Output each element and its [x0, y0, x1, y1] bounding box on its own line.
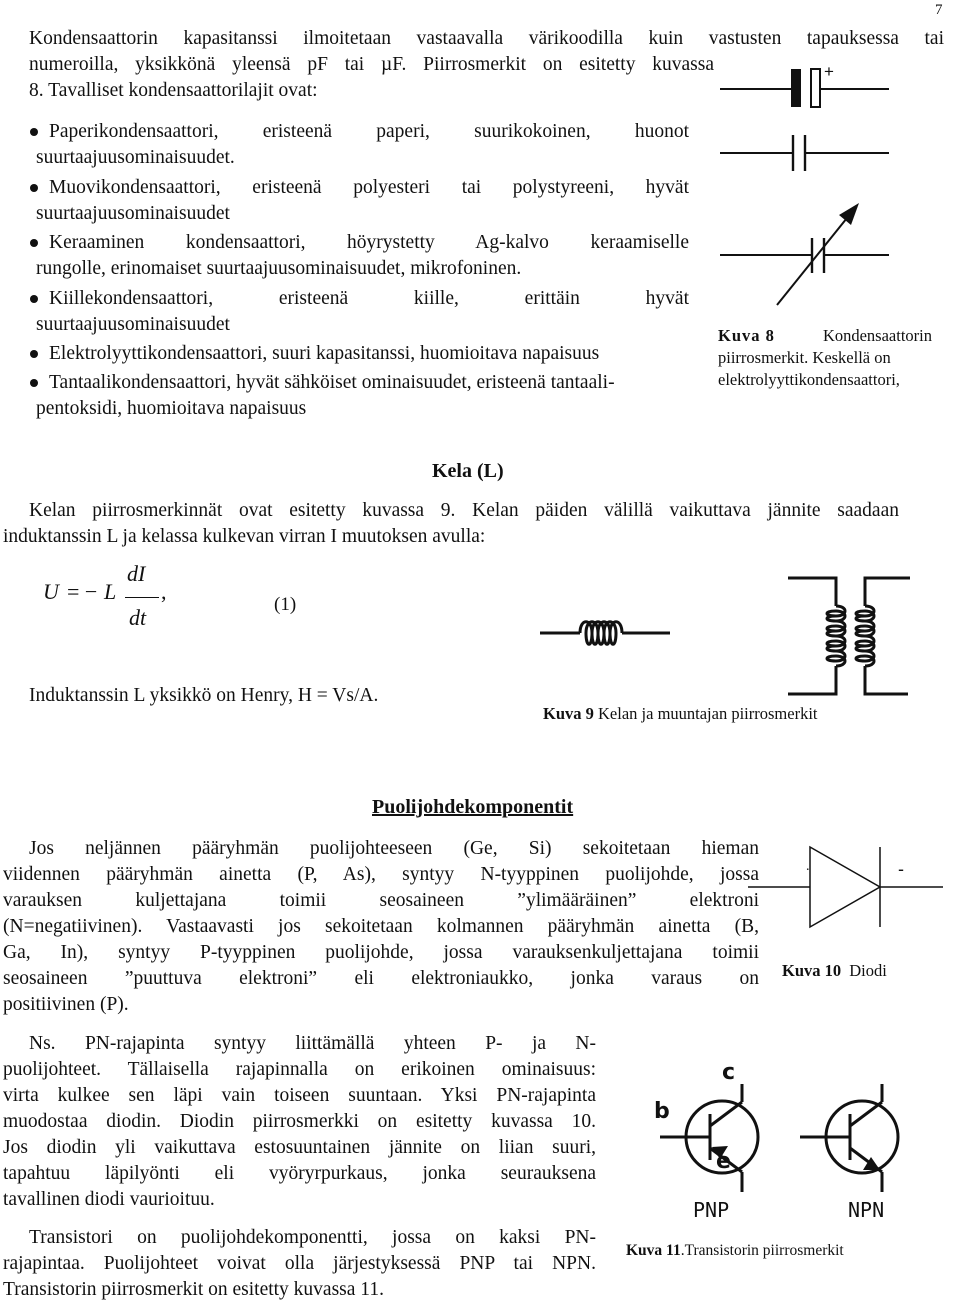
caption-text: Kelan ja muuntajan piirrosmerkit: [598, 704, 818, 723]
formula-equals: = −: [67, 579, 98, 604]
formula-comma: ,: [161, 579, 167, 604]
semiconductor-para2-line: tavallinen diodi vaurioituu.: [3, 1189, 215, 1210]
list-item-line: Keraaminen kondensaattori, höyrystetty Ag-kalvo keraamiselle: [49, 232, 689, 253]
figure-10-caption: [782, 960, 887, 982]
intro-line-3: 8. Tavalliset kondensaattorilajit ovat:: [29, 80, 318, 101]
caption-label: Kuva 11: [626, 1242, 681, 1259]
figure-11-caption: [626, 1240, 844, 1262]
diode-anode-label: .: [806, 859, 810, 874]
caption-label: Kuva 8: [718, 326, 775, 345]
pnp-label: PNP: [693, 1198, 730, 1222]
list-item: [29, 286, 689, 338]
list-item: [29, 341, 699, 367]
capacitor-symbols-figure: [715, 55, 915, 345]
caption-text: .Transistorin piirrosmerkit: [680, 1242, 844, 1259]
semiconductor-para1-line: Jos neljännen pääryhmän puolijohteeseen (Ge, Si) sekoitetaan hieman: [29, 838, 759, 859]
list-item-line: suurtaajuusominaisuudet: [36, 314, 230, 335]
caption-text: Diodi: [849, 961, 887, 980]
list-item-line: suurtaajuusominaisuudet.: [36, 147, 235, 168]
semiconductor-para3-line: Transistorin piirrosmerkit on esitetty kuvassa 11.: [3, 1279, 384, 1300]
list-item-line: Muovikondensaattori, eristeenä polyesteri tai polystyreeni, hyvät: [49, 177, 689, 198]
diode-symbol: [748, 847, 943, 927]
list-item-line: Kiillekondensaattori, eristeenä kiille, erittäin hyvät: [49, 288, 689, 309]
caption-label: Kuva 9: [543, 704, 594, 723]
semiconductor-para2-line: virta kulkee sen läpi vain toiseen suuntaan. Yksi PN-rajapinta: [3, 1085, 596, 1106]
caption-text: piirrosmerkit. Keskellä on: [718, 348, 891, 367]
semiconductor-para1-line: seosaineen ”puuttuva elektroni” eli elektroniaukko, jonka varaus on: [3, 968, 759, 989]
semiconductor-para1-line: viidennen pääryhmän ainetta (P, As), syntyy N-tyyppinen puolijohde, jossa: [3, 864, 759, 885]
list-item-line: rungolle, erinomaiset suurtaajuusominaisuudet, mikrofoninen.: [36, 258, 522, 279]
equation-number: (1): [274, 594, 297, 615]
coil-paragraph-line-1: Kelan piirrosmerkinnät ovat esitetty kuvassa 9. Kelan päiden välillä vaikuttava jännite saadaan: [29, 500, 899, 521]
caption-label: Kuva 10: [782, 961, 842, 980]
list-item: [29, 370, 699, 422]
semiconductor-para3-line: rajapintaa. Puolijohteet voivat olla järjestyksessä PNP tai NPN.: [3, 1253, 596, 1274]
formula-lhs: U: [43, 579, 59, 604]
semiconductor-para2-line: tapahtuu läpilyönti eli vyöryrpurkaus, jonka seurauksena: [3, 1163, 596, 1184]
coil-symbol: [540, 622, 670, 645]
caption-text: Kondensaattorin: [822, 326, 932, 345]
list-item-line: Paperikondensaattori, eristeenä paperi, suurikokoinen, huonot: [49, 121, 689, 142]
figure-8-caption: [718, 325, 932, 391]
semiconductor-para1-line: positiivinen (P).: [3, 994, 129, 1015]
caption-text: elektrolyyttikondensaattori,: [718, 370, 900, 389]
coil-paragraph-line-2: induktanssin L ja kelassa kulkevan virran I muutoksen avulla:: [3, 526, 486, 547]
electrolytic-capacitor-symbol: [720, 69, 889, 107]
base-label: b: [654, 1099, 670, 1124]
list-item-line: Tantaalikondensaattori, hyvät sähköiset ominaisuudet, eristeenä tantaali-: [49, 372, 615, 393]
section-heading-semiconductors: Puolijohdekomponentit: [372, 796, 574, 818]
figure-9-caption: [543, 703, 818, 725]
capacitor-symbol: [720, 135, 889, 171]
list-item: [29, 230, 689, 282]
semiconductor-para1-line: Ga, In), syntyy P-tyyppinen puolijohde, jossa varauksenkuljettajana toimii: [3, 942, 759, 963]
list-item: [29, 175, 689, 227]
formula-numerator: dI: [127, 561, 146, 586]
intro-line-2: numeroilla, yksikkönä yleensä pF tai µF. Piirrosmerkit on esitetty kuvassa: [29, 54, 714, 75]
variable-capacitor-symbol: [720, 203, 889, 305]
plus-sign: +: [824, 62, 834, 81]
list-item-line: pentoksidi, huomioitava napaisuus: [36, 398, 307, 419]
list-item: [29, 119, 689, 171]
list-item-line: Elektrolyyttikondensaattori, suuri kapasitanssi, huomioitava napaisuus: [49, 343, 600, 364]
transistor-figure: [650, 1042, 940, 1222]
semiconductor-para3-line: Transistori on puolijohdekomponentti, jossa on kaksi PN-: [29, 1227, 596, 1248]
intro-line-1: Kondensaattorin kapasitanssi ilmoitetaan vastaavalla värikoodilla kuin vastusten tapauksessa tai: [29, 28, 944, 49]
npn-label: NPN: [848, 1198, 885, 1222]
semiconductor-para2-line: Ns. PN-rajapinta syntyy liittämällä yhteen P- ja N-: [29, 1033, 596, 1054]
transformer-symbol: [788, 578, 910, 694]
semiconductor-para2-line: Jos diodin yli vaikuttava estosuuntainen jännite on liian suuri,: [3, 1137, 596, 1158]
semiconductor-para2-line: muodostaa diodin. Diodin piirrosmerkki on esitetty kuvassa 10.: [3, 1111, 596, 1132]
list-item-line: suurtaajuusominaisuudet: [36, 203, 230, 224]
semiconductor-para1-line: varauksen kuljettajana toimii seosaineen ”ylimääräinen” elektroni: [3, 890, 759, 911]
semiconductor-para2-line: puolijohteet. Tällaisella rajapinnalla on erikoinen ominaisuus:: [3, 1059, 596, 1080]
formula-inductance: L: [104, 579, 117, 604]
inductance-unit-text: Induktanssin L yksikkö on Henry, H = Vs/A.: [29, 685, 379, 706]
diode-cathode-label: -: [898, 859, 904, 879]
npn-transistor-symbol: [800, 1084, 898, 1192]
emitter-label: e: [716, 1149, 731, 1174]
pnp-transistor-symbol: [660, 1084, 758, 1192]
semiconductor-para1-line: (N=negatiivinen). Vastaavasti jos sekoitetaan kolmannen pääryhmän ainetta (B,: [3, 916, 759, 937]
section-heading-coil: Kela (L): [432, 460, 504, 482]
collector-label: c: [722, 1060, 736, 1085]
page-number: 7: [935, 2, 943, 18]
formula-denominator: dt: [129, 605, 147, 630]
diode-figure: [748, 842, 948, 942]
coil-transformer-figure: [540, 570, 940, 705]
fraction-bar: [125, 597, 159, 598]
